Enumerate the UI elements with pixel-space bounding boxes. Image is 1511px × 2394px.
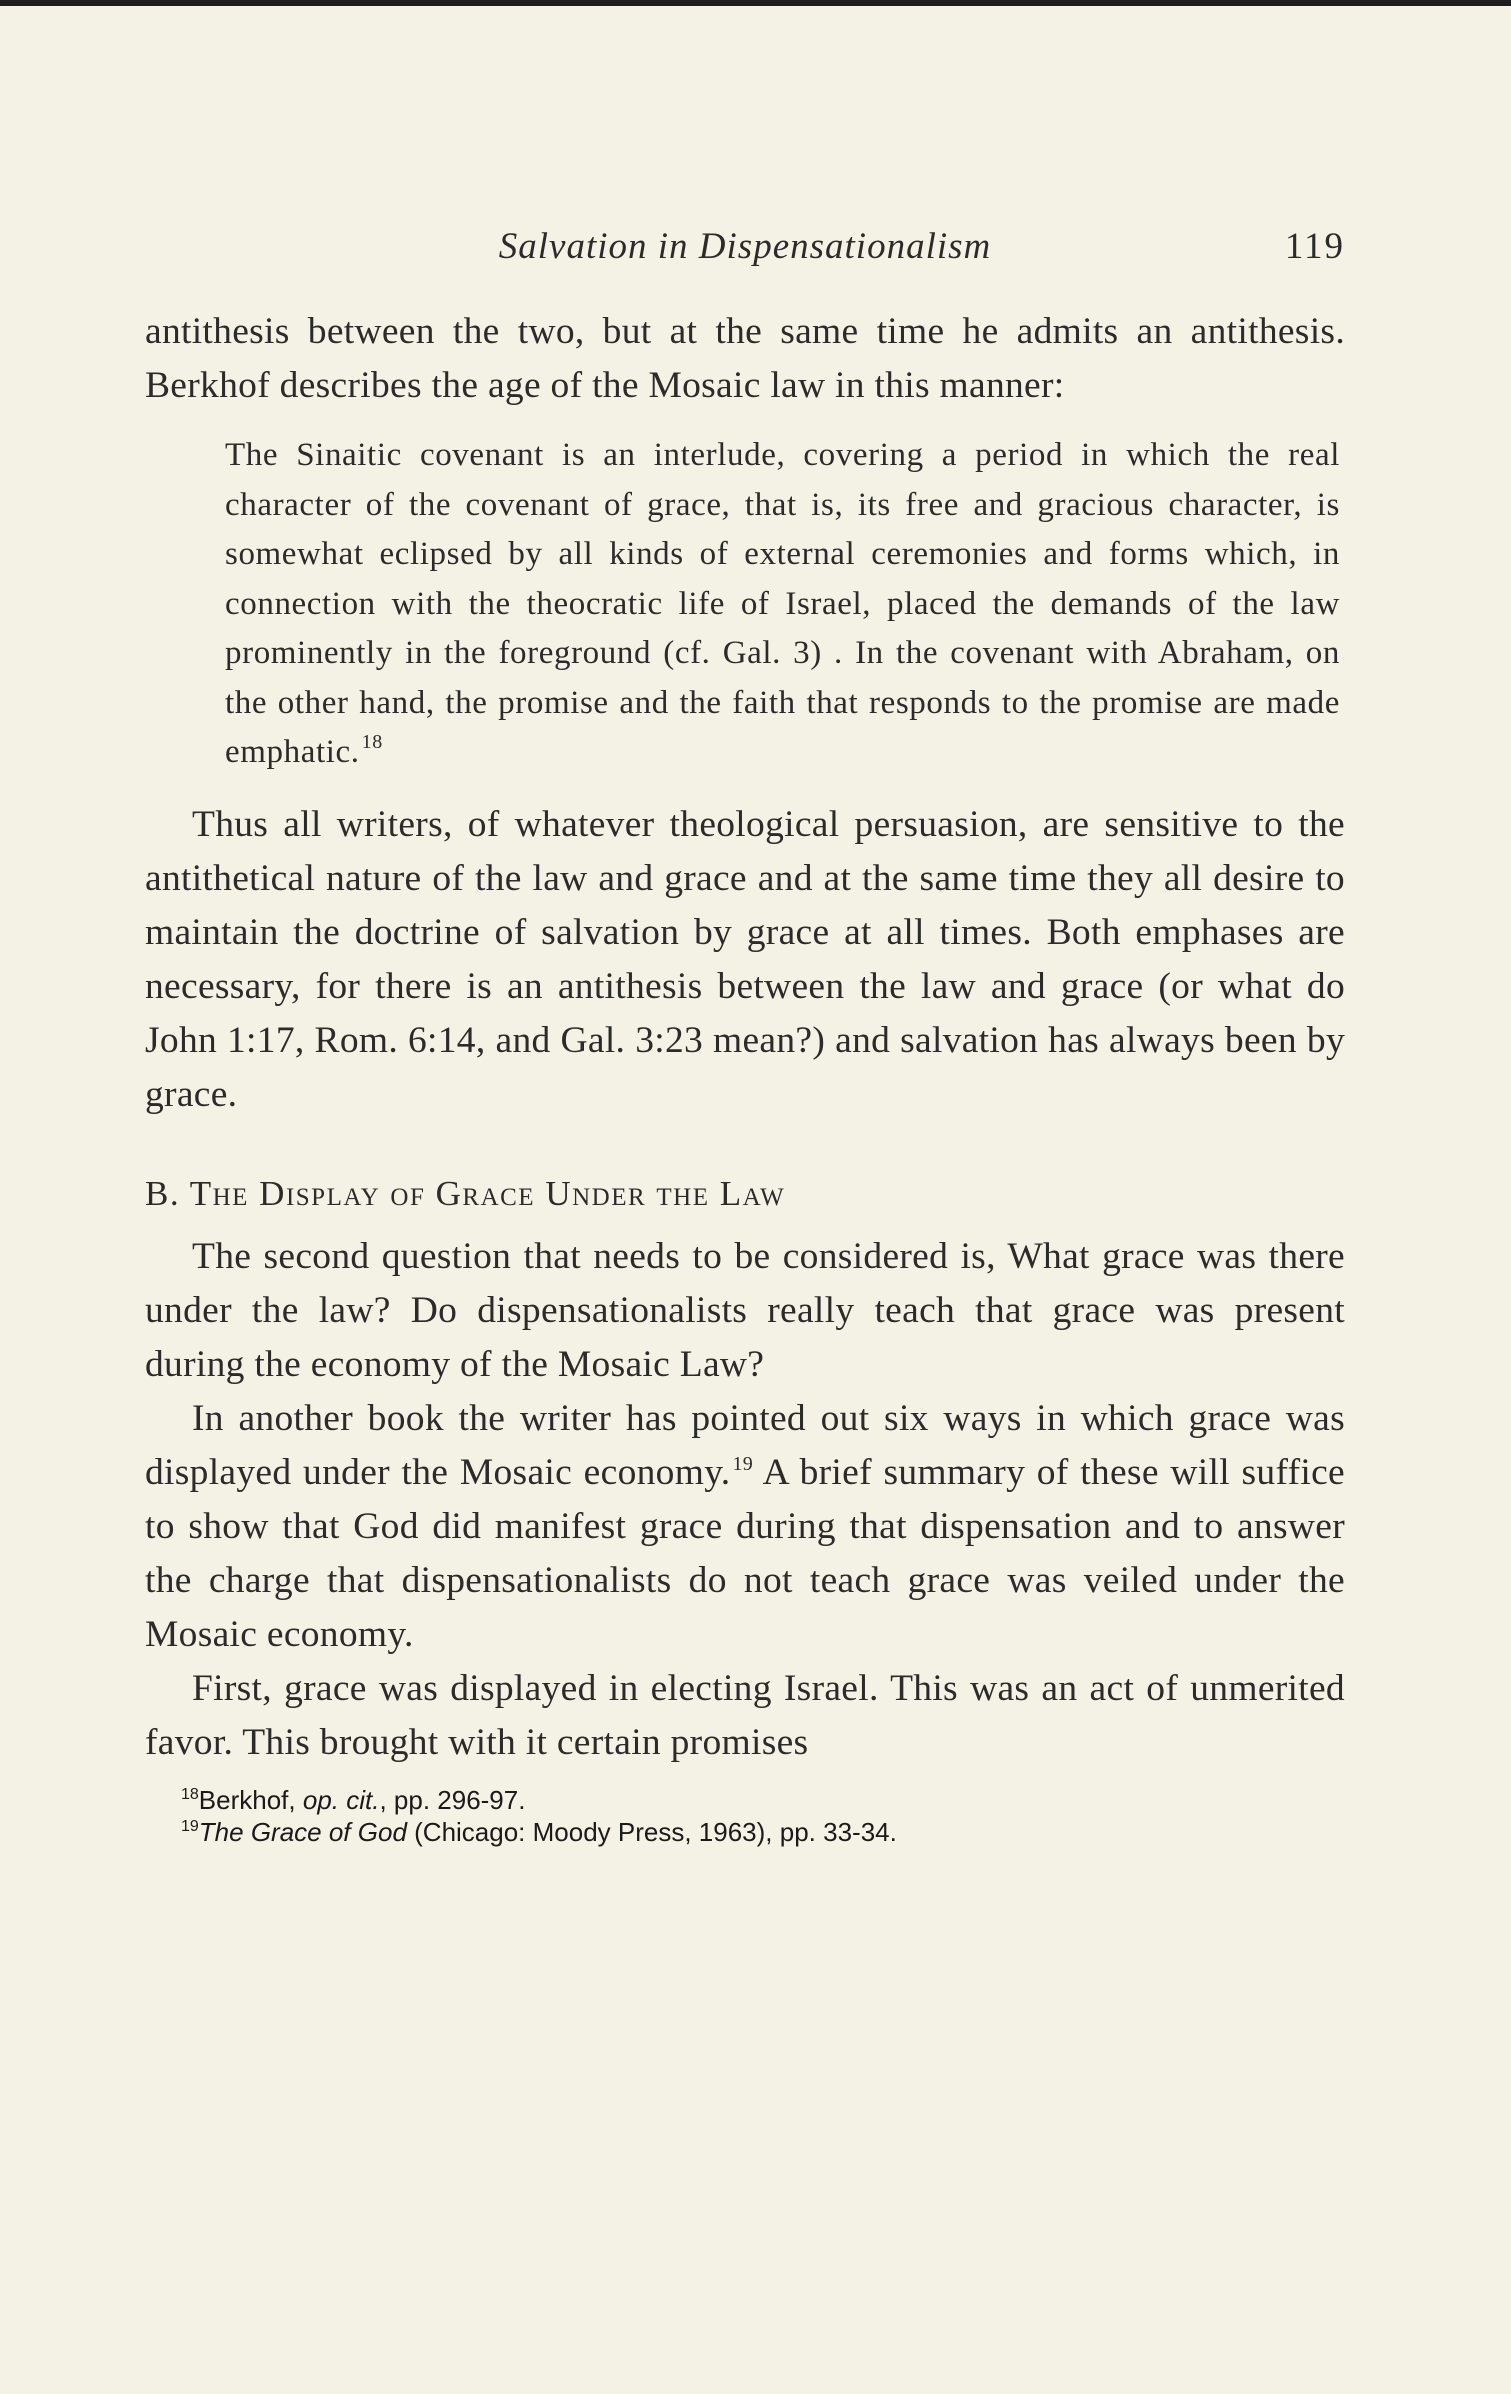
- paragraph-4-continuation: A brief summary of these will suffice to show that God did manifest grace during that dispensation and to answer the charge that dispensationalists do not teach grace was veiled under the Mosaic economy.: [145, 1451, 1345, 1655]
- footnote-18-pages: , pp. 296-97.: [379, 1784, 526, 1815]
- footnote-18-op-cit: op. cit.: [302, 1784, 380, 1815]
- footnote-19-publication: (Chicago: Moody Press, 1963), pp. 33-34.: [406, 1816, 897, 1847]
- footnote-19-number: 19: [181, 1817, 199, 1835]
- paragraph-4-text: In another book the writer has pointed out six ways in which grace was displayed under the Mosaic economy.: [145, 1397, 1345, 1493]
- block-quote: [225, 431, 1340, 778]
- paragraph-5: First, grace was displayed in electing Israel. This was an act of unmerited favor. This brought with it certain promises: [145, 1667, 1345, 1763]
- page-header: [145, 215, 1345, 275]
- footnote-19: [181, 1816, 1345, 1848]
- footnote-18-author: Berkhof,: [198, 1784, 303, 1815]
- footnote-19-title: The Grace of God: [198, 1816, 407, 1847]
- footnote-18: [181, 1784, 1345, 1816]
- footnote-ref-19: 19: [732, 1452, 754, 1475]
- page-number: 119: [1284, 226, 1345, 267]
- footnote-ref-18: 18: [361, 731, 383, 753]
- footnote-18-number: 18: [181, 1785, 199, 1803]
- running-title: Salvation in Dispensationalism: [498, 226, 992, 267]
- paragraph-1: antithesis between the two, but at the same time he admits an antithesis. Berkhof describes the age of the Mosaic law in this manner:: [145, 311, 1345, 406]
- paragraph-2: Thus all writers, of whatever theological persuasion, are sensitive to the antithetical nature of the law and grace and at the same time they all desire to maintain the doctrine of salvation by grace at all times. Both emphases are necessary, for there is an antithesis between the law and grace (or what do John 1:17, Rom. 6:14, and Gal. 3:23 mean?) and salvation has always been by grace.: [145, 803, 1345, 1115]
- book-page: [145, 215, 1345, 1848]
- page-top-edge: [0, 0, 1511, 6]
- paragraph-3: The second question that needs to be considered is, What grace was there under the law? Do dispensationalists really teach that grace was present during the economy of the Mosaic Law?: [145, 1235, 1345, 1385]
- quote-text: The Sinaitic covenant is an interlude, covering a period in which the real character of the covenant of grace, that is, its free and gracious character, is somewhat eclipsed by all kinds of external ceremonies and forms which, in connection with the theocratic life of Israel, placed the demands of the law prominently in the foreground (cf. Gal. 3) . In the covenant with Abraham, on the other hand, the promise and the faith that responds to the promise are made emphatic.: [225, 437, 1340, 770]
- section-heading: B. The Display of Grace Under the Law: [145, 1173, 786, 1213]
- footnotes: [181, 1784, 1345, 1848]
- paragraph-4: [145, 1392, 1345, 1662]
